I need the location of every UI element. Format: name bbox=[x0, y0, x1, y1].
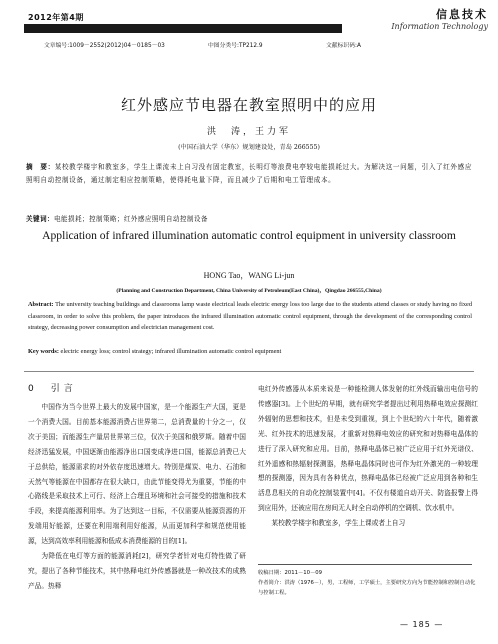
abstract-en-text: The university teaching buildings and classrooms lamp waste electrical leads electric energy loss too large due to the students attend classes or study having no fixed classroom, in order to solve this problem, the paper introduces the infrared illumination automatic control equipment, through the development of the corresponding control strategy, decreasing power consumption and electrician management cost. bbox=[28, 301, 472, 332]
header-bar bbox=[24, 24, 342, 33]
abstract-divider bbox=[24, 371, 474, 372]
abstract-en bbox=[28, 299, 472, 334]
journal-brand bbox=[378, 6, 488, 31]
clc-number: 中图分类号:TP212.9 bbox=[208, 43, 263, 49]
abstract-cn bbox=[26, 161, 472, 186]
document-code: 文献标识码:A bbox=[326, 43, 361, 49]
page-number: — 185 — bbox=[400, 620, 444, 629]
journal-brand-en: Information Technology bbox=[391, 22, 488, 31]
keywords-cn-label: 关键词： bbox=[26, 215, 54, 223]
keywords-cn bbox=[26, 213, 472, 225]
paragraph: 电红外传感器从本质来说是一种能检测人体发射的红外线而输出电信号的传感器[3]。上个世纪的早期，就有研究学者提出过利用热释电效应探测红外辐射的思想和技术，但是未受到重视，到上个世纪的六十年代，随着激光、红外技术的迅速发展，才重新对热释电效应的研究和对热释电晶体的进行了深入研究和应用。目前，热释电晶体已被广泛应用于红外光谱仪、红外遥感和热辐射探测器，热释电晶体同时也可作为红外激光的一种较理想的探测器，因为具有各种优点，热释电晶体已经被广泛应用到各种和生活息息相关的自动化控制装置中[4]。不仅有楼道自动开关、防盗报警上得到应用外，还被应用在房间无人时全自动停机的空调机、饮水机中。 bbox=[258, 385, 478, 513]
title-en: Application of infrared illumination automatic control equipment in university classroom bbox=[42, 229, 456, 242]
abstract-cn-label: 摘 要： bbox=[26, 163, 55, 171]
keywords-en-text: electric energy loss; control strategy; infrared illumination automatic control equipment bbox=[60, 348, 282, 355]
section-heading: 0 引言 bbox=[28, 384, 77, 394]
paragraph: 某校教学楼宇和教室多，学生上课或者上自习 bbox=[271, 519, 406, 528]
journal-issue: 2012年第4期 bbox=[28, 13, 84, 22]
abstract-en-label: Abstract: bbox=[28, 301, 54, 308]
journal-brand-cn: 信息技术 bbox=[436, 8, 488, 21]
keywords-en-label: Key words: bbox=[28, 348, 59, 355]
paragraph: 中国作为当今世界上最大的发展中国家，是一个能源生产大国，更是一个消费大国。目前基本能源消费占世界第二，总消费量的十分之一，仅次于美国；而能源生产量居世界第三位，仅次于美国和俄罗斯。随着中国经济迅猛发展，中国逐渐由能源净出口国变成净进口国，能源总消费已大于总供给，能源需求的对外依存度迅速增大。特别是煤炭、电力、石油和天然气等能源在中国都存在很大缺口，由此节能变得尤为重要，节能的中心路线是采取技术上可行、经济上合理且环境和社会可接受的措施和技术手段，来提高能源利用率。为了达到这一目标，不仅需要从能源资源的开发端用好能源，还要在利用端利用好能源，从而更加科学和规范使用能源，达到高效率利用能源和低成本消费能源的目的[1]。 bbox=[28, 403, 246, 546]
keywords-cn-text: 电能损耗；控制策略；红外感应照明自动控制设备 bbox=[53, 215, 208, 223]
affiliation-en: (Planning and Construction Department, China University of Petroleum(East China)，Qingdao 266555,China) bbox=[116, 288, 382, 294]
paragraph: 为降低在电灯等方面的能源消耗[2]，研究学者针对电灯特性做了研究，提出了各种节能技术，其中热释电红外传感器就是一种改技术的成熟产品。热释 bbox=[28, 552, 246, 590]
footnote-received: 收稿日期：2011－10－09 bbox=[258, 570, 323, 576]
abstract-cn-text: 某校教学楼宇和教室多，学生上课流未上自习没有固定教室，长明灯等浪费电亭较电能损耗过大。为解决这一问题，引入了红外感应照明自动控制设备，通过制定相应控制策略，使得耗电量下降，而且减少了后期和电工管理成本。 bbox=[26, 163, 473, 184]
footnote-rule bbox=[258, 564, 472, 565]
authors-en: HONG Tao，WANG Li-jun bbox=[203, 271, 295, 280]
keywords-en bbox=[28, 346, 472, 357]
left-column bbox=[28, 400, 246, 594]
title-cn: 红外感应节电器在教室照明中的应用 bbox=[120, 96, 377, 114]
footnote-author: 作者简介：洪涛（1976－），男，工程师，工学硕士，主要研究方向为节能控制和控制自动化与控制工程。 bbox=[258, 580, 476, 596]
footnote bbox=[258, 568, 478, 598]
right-column bbox=[258, 382, 478, 531]
authors-cn: 洪 涛，王力军 bbox=[206, 127, 291, 137]
affiliation-cn: (中国石油大学（华东）规划建设处，青岛 266555) bbox=[178, 144, 320, 151]
article-number: 文章编号:1009－2552(2012)04－0185－03 bbox=[44, 43, 165, 49]
